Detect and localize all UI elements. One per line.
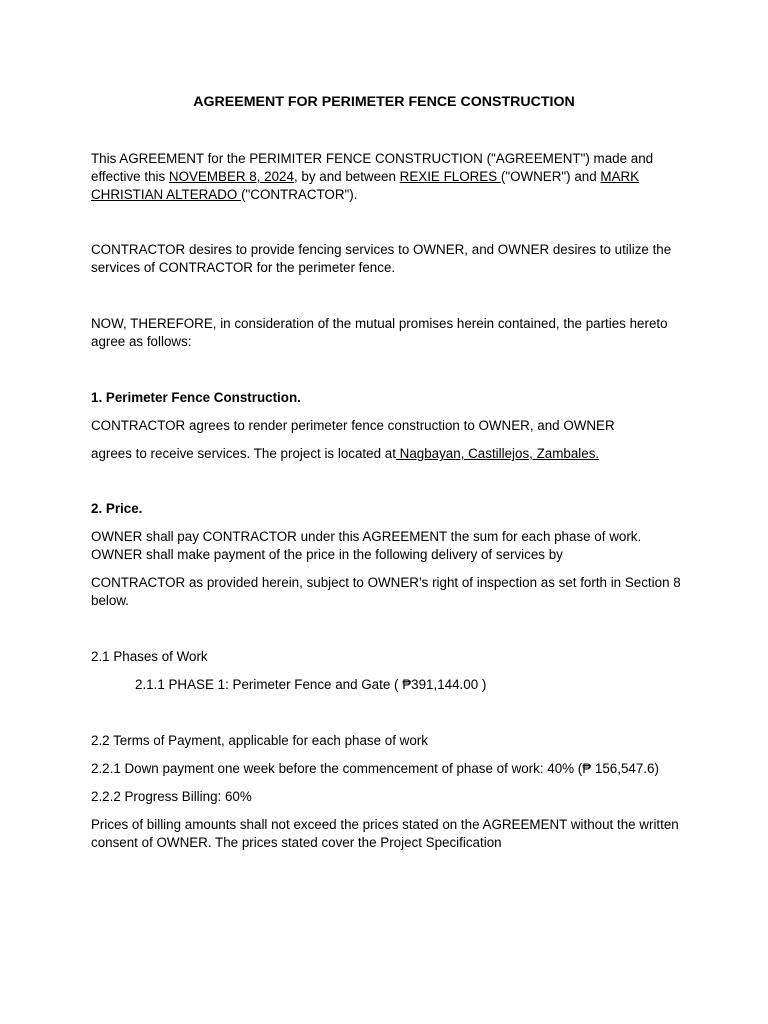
- intro-paragraph: [91, 150, 691, 204]
- document-title: AGREEMENT FOR PERIMETER FENCE CONSTRUCTION: [193, 94, 575, 110]
- phases-heading: 2.1 Phases of Work: [91, 649, 208, 664]
- phase-1-item: 2.1.1 PHASE 1: Perimeter Fence and Gate ( ₱391,144.00 ): [135, 677, 487, 692]
- agreement-date: NOVEMBER 8, 2024: [168, 169, 294, 184]
- intro-text: This AGREEMENT for the PERIMITER FENCE CONSTRUCTION ("AGREEMENT") made and effective this: [91, 151, 654, 184]
- contractor-name: MARK CHRISTIAN ALTERADO: [91, 169, 640, 202]
- section-1-heading: 1. Perimeter Fence Construction.: [91, 390, 301, 405]
- intro-text: , by and between: [293, 169, 400, 184]
- section-1-line: CONTRACTOR agrees to render perimeter fence construction to OWNER, and OWNER: [91, 418, 615, 433]
- section-1-line: [91, 445, 691, 463]
- project-location: Nagbayan, Castillejos, Zambales.: [395, 446, 600, 461]
- terms-heading: 2.2 Terms of Payment, applicable for each phase of work: [91, 733, 428, 748]
- price-paragraph-1: OWNER shall pay CONTRACTOR under this AGREEMENT the sum for each phase of work. OWNER shall make payment of the price in the following delivery of services by: [91, 529, 642, 562]
- intro-text: ("OWNER") and: [500, 169, 601, 184]
- prices-note-paragraph: Prices of billing amounts shall not exceed the prices stated on the AGREEMENT without the written consent of OWNER. The prices stated cover the Project Specification: [91, 817, 679, 850]
- therefore-paragraph: NOW, THEREFORE, in consideration of the mutual promises herein contained, the parties hereto agree as follows:: [91, 316, 668, 349]
- owner-name: REXIE FLORES: [399, 169, 501, 184]
- downpayment-item: 2.2.1 Down payment one week before the commencement of phase of work: 40% (₱ 156,547.6): [91, 761, 659, 776]
- recital-paragraph: CONTRACTOR desires to provide fencing services to OWNER, and OWNER desires to utilize the services of CONTRACTOR for the perimeter fence.: [91, 242, 672, 275]
- intro-text: ("CONTRACTOR").: [241, 187, 358, 202]
- price-paragraph-2: CONTRACTOR as provided herein, subject to OWNER’s right of inspection as set forth in Section 8 below.: [91, 575, 681, 608]
- section-1-text: agrees to receive services. The project is located at: [91, 446, 396, 461]
- progress-billing-item: 2.2.2 Progress Billing: 60%: [91, 789, 252, 804]
- section-2-heading: 2. Price.: [91, 501, 143, 516]
